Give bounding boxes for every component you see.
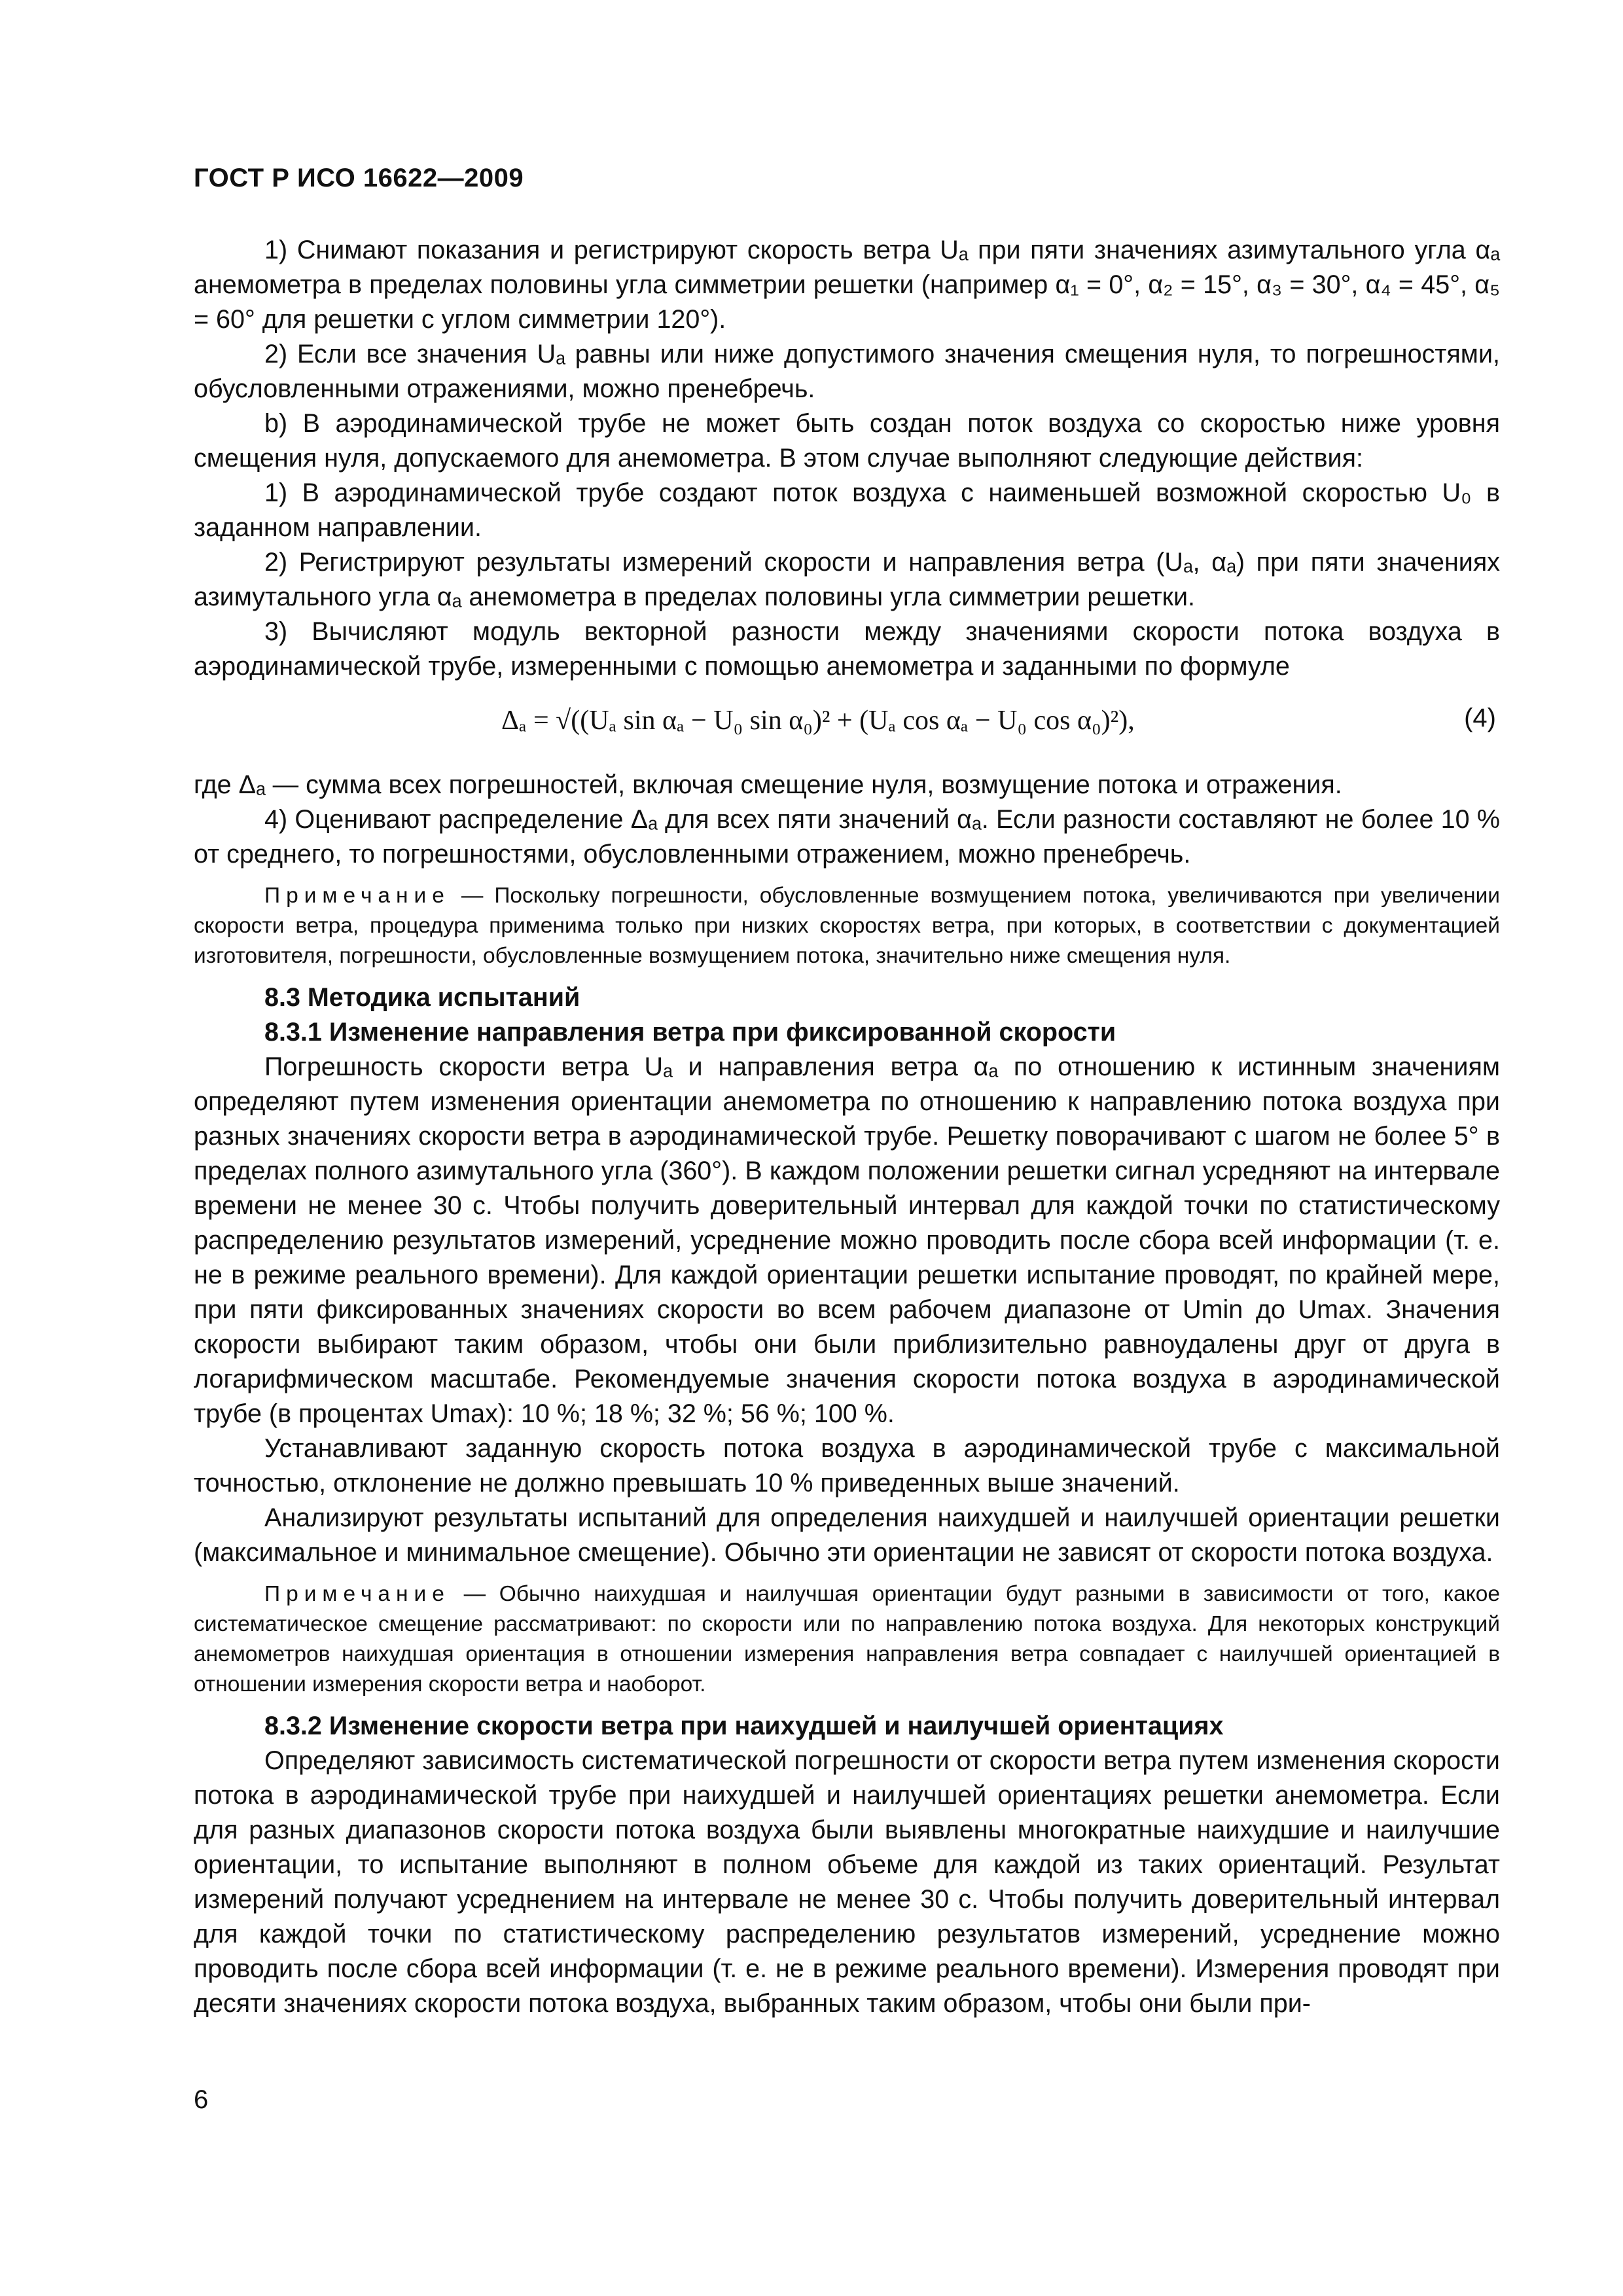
paragraph: 3) Вычисляют модуль векторной разности между значениями скорости потока воздуха в аэродинамической трубе, измеренными с помощью анемометра и заданными по формуле	[194, 617, 1500, 681]
paragraph: 2) Если все значения Uₐ равны или ниже допустимого значения смещения нуля, то погрешностями, обусловленными отражениями, можно пренебречь.	[194, 340, 1500, 403]
paragraph: Анализируют результаты испытаний для определения наихудшей и наилучшей ориентации решетки (максимальное и минимальное смещение). Обычно эти ориентации не зависят от скорости потока воздуха.	[194, 1503, 1500, 1567]
formula-number: (4)	[1464, 704, 1496, 732]
formula-expression: Δₐ = √((Uₐ sin αₐ − U₀ sin α₀)² + (Uₐ cos αₐ − U₀ cos α₀)²),	[501, 706, 1135, 736]
note	[194, 881, 1500, 971]
subsection-heading: 8.3.2 Изменение скорости ветра при наихудшей и наилучшей ориентациях	[264, 1712, 1224, 1740]
section-heading: 8.3 Методика испытаний	[264, 983, 580, 1012]
note-text: — Поскольку погрешности, обусловленные возмущением потока, увеличиваются при увеличении скорости ветра, процедура применима только при низких скоростях ветра, при которых, в соответствии с документацией изготовителя, погрешности, обусловленные возмущением потока, значительно ниже смещения нуля.	[194, 884, 1500, 968]
page-body	[194, 233, 1500, 2021]
paragraph: Устанавливают заданную скорость потока воздуха в аэродинамической трубе с максимальной точностью, отклонение не должно превышать 10 % приведенных выше значений.	[194, 1434, 1500, 1498]
paragraph: 1) Снимают показания и регистрируют скорость ветра Uₐ при пяти значениях азимутального угла αₐ анемометра в пределах половины угла симметрии решетки (например α₁ = 0°, α₂ = 15°, α₃ = 30°, α₄ = 45°, α₅ = 60° для решетки с углом симметрии 120°).	[194, 236, 1500, 334]
formula-block	[194, 684, 1500, 768]
page-number: 6	[194, 2085, 209, 2114]
note-label: Примечание	[264, 1582, 450, 1606]
document-header: ГОСТ Р ИСО 16622—2009	[194, 164, 524, 192]
note	[194, 1579, 1500, 1700]
paragraph: 4) Оценивают распределение Δₐ для всех пяти значений αₐ. Если разности составляют не более 10 % от среднего, то погрешностями, обусловленными отражением, можно пренебречь.	[194, 805, 1500, 869]
note-text: — Обычно наихудшая и наилучшая ориентации будут разными в зависимости от того, какое систематическое смещение рассматривают: по скорости или по направлению потока воздуха. Для некоторых конструкций анемометров наихудшая ориентация в отношении измерения направления ветра совпадает с наилучшей ориентацией в отношении измерения скорости ветра и наоборот.	[194, 1582, 1500, 1696]
paragraph: Определяют зависимость систематической погрешности от скорости ветра путем изменения скорости потока в аэродинамической трубе при наихудшей и наилучшей ориентациях решетки анемометра. Если для разных диапазонов скорости потока воздуха были выявлены многократные наихудшие и наилучшие ориентации, то испытание выполняют в полном объеме для каждой из таких ориентаций. Результат измерений получают усреднением на интервале не менее 30 с. Чтобы получить доверительный интервал для каждой точки по статистическому распределению результатов измерений, усреднение можно проводить после сбора всей информации (т. е. не в режиме реального времени). Измерения проводят при десяти значениях скорости потока воздуха, выбранных таким образом, чтобы они были при-	[194, 1746, 1500, 2018]
paragraph: 2) Регистрируют результаты измерений скорости и направления ветра (Uₐ, αₐ) при пяти значениях азимутального угла αₐ анемометра в пределах половины угла симметрии решетки.	[194, 548, 1500, 611]
paragraph: где Δₐ — сумма всех погрешностей, включая смещение нуля, возмущение потока и отражения.	[194, 770, 1342, 799]
paragraph: Погрешность скорости ветра Uₐ и направления ветра αₐ по отношению к истинным значениям определяют путем изменения ориентации анемометра по отношению к направлению потока воздуха при разных значениях скорости ветра в аэродинамической трубе. Решетку поворачивают с шагом не более 5° в пределах полного азимутального угла (360°). В каждом положении решетки сигнал усредняют на интервале времени не менее 30 с. Чтобы получить доверительный интервал для каждой точки по статистическому распределению результатов измерений, усреднение можно проводить после сбора всей информации (т. е. не в режиме реального времени). Для каждой ориентации решетки испытание проводят, по крайней мере, при пяти фиксированных значениях скорости во всем рабочем диапазоне от Umin до Umax. Значения скорости выбирают таким образом, чтобы они были приблизительно равноудалены друг от друга в логарифмическом масштабе. Рекомендуемые значения скорости потока воздуха в аэродинамической трубе (в процентах Umax): 10 %; 18 %; 32 %; 56 %; 100 %.	[194, 1052, 1500, 1428]
paragraph: 1) В аэродинамической трубе создают поток воздуха с наименьшей возможной скоростью U₀ в заданном направлении.	[194, 478, 1500, 542]
subsection-heading: 8.3.1 Изменение направления ветра при фиксированной скорости	[264, 1018, 1116, 1047]
note-label: Примечание	[264, 884, 450, 908]
paragraph: b) В аэродинамической трубе не может быть создан поток воздуха со скоростью ниже уровня смещения нуля, допускаемого для анемометра. В этом случае выполняют следующие действия:	[194, 409, 1500, 473]
